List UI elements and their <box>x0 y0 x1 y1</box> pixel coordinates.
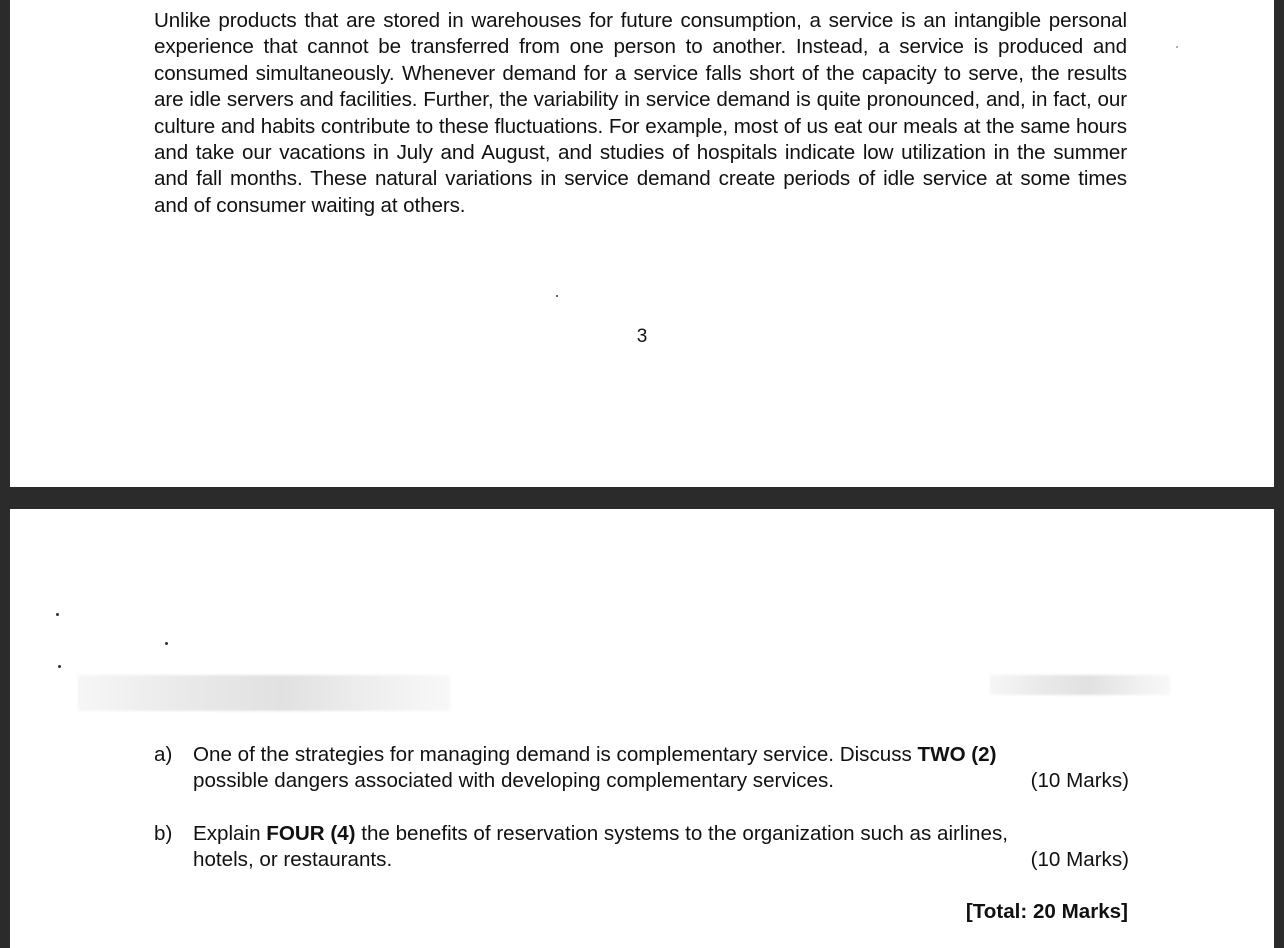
document-page-bottom <box>10 509 1274 948</box>
question-a <box>154 742 1129 795</box>
total-marks: [Total: 20 Marks] <box>965 900 1128 923</box>
scan-speck <box>1176 46 1178 48</box>
document-page-top <box>10 0 1274 487</box>
scan-speck <box>165 642 168 645</box>
case-study-paragraph: Unlike products that are stored in warehouses for future consumption, a service is an intangible personal experience that cannot be transferred from one person to another. Instead, a service is produced and consumed simultaneously. Whenever demand for a service falls short of the capacity to serve, the results are idle servers and facilities. Further, the variability in service demand is quite pronounced, and, in fact, our culture and habits contribute to these fluctuations. For example, most of us eat our meals at the same hours and take our vacations in July and August, and studies of hospitals indicate low utilization in the summer and fall months. These natural variations in service demand create periods of idle service at some times and of consumer waiting at others. <box>154 9 1127 217</box>
page-number: 3 <box>636 326 648 347</box>
question-a-marks: (10 Marks) <box>1030 769 1129 793</box>
question-a-letter: a) <box>154 743 173 766</box>
question-a-emphasis: TWO (2) <box>917 743 997 766</box>
question-a-line1: One of the strategies for managing demand is complementary service. Discuss TWO (2) <box>193 743 997 766</box>
question-a-line2: possible dangers associated with developing complementary services. (10 Marks) <box>193 768 1129 794</box>
question-b-marks: (10 Marks) <box>1030 848 1129 872</box>
question-b <box>154 821 1129 874</box>
scan-speck <box>556 295 558 297</box>
question-b-letter: b) <box>154 822 173 845</box>
redacted-header-left <box>78 675 450 711</box>
scan-speck <box>56 613 59 616</box>
question-b-line2: hotels, or restaurants. (10 Marks) <box>193 847 1129 873</box>
scan-speck <box>58 665 61 668</box>
question-b-line1: Explain FOUR (4) the benefits of reservation systems to the organization such as airlines, <box>193 822 1008 845</box>
redacted-header-right <box>990 675 1170 695</box>
question-b-emphasis: FOUR (4) <box>266 822 356 845</box>
